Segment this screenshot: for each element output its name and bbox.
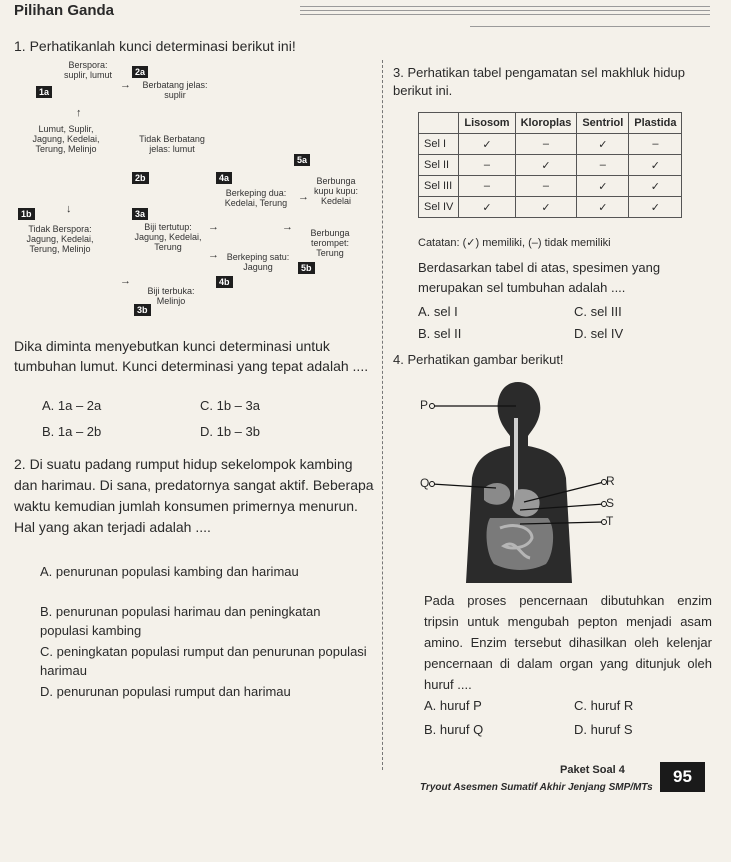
q2-option-b[interactable]: B. penurunan populasi harimau dan peningkatan populasi kambing — [40, 604, 321, 638]
table-row — [419, 197, 682, 218]
key-number: 5b — [298, 262, 315, 274]
key-number: 2a — [132, 66, 148, 78]
q4-option-c[interactable]: C. huruf R — [574, 698, 634, 713]
arrow-icon: → — [120, 275, 131, 287]
table-cell: – — [629, 134, 682, 155]
key-text: Lumut, Suplir, Jagung, Kedelai, Terung, Melinjo — [32, 124, 100, 154]
q3-option-a[interactable]: A. sel I — [418, 304, 458, 319]
section-title: Pilihan Ganda — [14, 2, 115, 19]
q2-stem: 2. Di suatu padang rumput hidup sekelompok kambing dan harimau. Di sana, predatornya sangat aktif. Beberapa waktu kemudian jumlah konsumen primernya menurun. Hal yang akan terjadi adalah .... — [14, 456, 374, 535]
table-cell: ✓ — [459, 197, 515, 218]
table-cell: ✓ — [629, 197, 682, 218]
label-t: T — [606, 514, 614, 528]
q4-option-a[interactable]: A. huruf P — [424, 698, 482, 713]
arrow-down-icon: ↓ — [66, 203, 72, 215]
footer-title: Tryout Asesmen Sumatif Akhir Jenjang SMP/MTs — [420, 782, 653, 793]
key-text: Tidak Berbatang jelas: lumut — [139, 134, 205, 154]
q3-option-b[interactable]: B. sel II — [418, 326, 462, 341]
table-header — [419, 113, 459, 134]
q1-option-d[interactable]: D. 1b – 3b — [200, 424, 260, 439]
header-rule — [470, 26, 710, 27]
table-cell: ✓ — [515, 197, 577, 218]
key-number: 3b — [134, 304, 151, 316]
table-cell: ✓ — [577, 134, 629, 155]
table-cell: ✓ — [629, 176, 682, 197]
key-text: Berkeping satu: Jagung — [226, 252, 290, 272]
column-divider — [382, 60, 383, 770]
table-cell: Sel IV — [419, 197, 459, 218]
q1-option-c[interactable]: C. 1b – 3a — [200, 398, 260, 413]
observation-table — [418, 112, 682, 218]
table-header: Sentriol — [577, 113, 629, 134]
q1-option-a[interactable]: A. 1a – 2a — [42, 398, 102, 413]
table-header: Lisosom — [459, 113, 515, 134]
table-cell: Sel II — [419, 155, 459, 176]
arrow-icon: → — [282, 221, 293, 233]
key-text: Berbatang jelas: suplir — [142, 80, 208, 100]
q2-option-a[interactable]: A. penurunan populasi kambing dan harimau — [40, 564, 299, 579]
label-p: P — [420, 398, 429, 412]
table-header-row — [419, 113, 682, 134]
arrow-icon: → — [298, 191, 309, 203]
key-number: 3a — [132, 208, 148, 220]
table-cell: ✓ — [515, 155, 577, 176]
page-number: 95 — [660, 762, 705, 792]
key-text: Berspora: suplir, lumut — [63, 60, 113, 80]
q1-prompt: 1. Perhatikanlah kunci determinasi berikut ini! — [14, 38, 296, 54]
table-cell: ✓ — [629, 155, 682, 176]
table-note: Catatan: (✓) memiliki, (–) tidak memiliki — [418, 237, 611, 249]
key-number: 5a — [294, 154, 310, 166]
key-number: 2b — [132, 172, 149, 184]
key-number: 1a — [36, 86, 52, 98]
key-text: Biji tertutup: Jagung, Kedelai, Terung — [134, 222, 202, 252]
paket-label: Paket Soal 4 — [560, 764, 625, 776]
q3-question: Berdasarkan tabel di atas, spesimen yang merupakan sel tumbuhan adalah .... — [418, 260, 661, 295]
q4-stem: 4. Perhatikan gambar berikut! — [393, 352, 564, 367]
table-cell: – — [459, 155, 515, 176]
table-cell: – — [577, 155, 629, 176]
table-row — [419, 176, 682, 197]
arrow-icon: → — [120, 79, 131, 91]
table-row — [419, 155, 682, 176]
label-s: S — [606, 496, 615, 510]
table-cell: ✓ — [459, 134, 515, 155]
digestive-system-illustration — [420, 378, 620, 583]
label-r: R — [606, 474, 615, 488]
q2-option-d[interactable]: D. penurunan populasi rumput dan harimau — [40, 684, 291, 699]
table-cell: – — [515, 134, 577, 155]
table-row — [419, 134, 682, 155]
q1-option-b[interactable]: B. 1a – 2b — [42, 424, 102, 439]
key-text: Berbunga terompet: Terung — [310, 228, 350, 258]
table-header: Kloroplas — [515, 113, 577, 134]
header-rule — [300, 10, 710, 11]
table-header: Plastida — [629, 113, 682, 134]
key-number: 4a — [216, 172, 232, 184]
key-text: Berkeping dua: Kedelai, Terung — [224, 188, 288, 208]
q3-option-c[interactable]: C. sel III — [574, 304, 622, 319]
arrow-icon: → — [208, 221, 219, 233]
q3-stem: 3. Perhatikan tabel pengamatan sel makhluk hidup berikut ini. — [393, 65, 685, 98]
key-text: Tidak Berspora: Jagung, Kedelai, Terung, Melinjo — [26, 224, 94, 254]
arrow-up-icon: ↑ — [76, 107, 82, 119]
table-cell: ✓ — [577, 197, 629, 218]
header-rule — [300, 6, 710, 7]
label-q: Q — [420, 476, 430, 490]
table-cell: Sel III — [419, 176, 459, 197]
q2-option-c[interactable]: C. peningkatan populasi rumput dan penurunan populasi harimau — [40, 644, 367, 678]
key-text: Biji terbuka: Melinjo — [147, 286, 195, 306]
q4-text: Pada proses pencernaan dibutuhkan enzim tripsin untuk mengubah pepton menjadi asam amino. Enzim tersebut dihasilkan oleh kelenjar pencernaan di dalam organ yang ditunjuk oleh huruf .... — [424, 593, 712, 692]
table-cell: – — [515, 176, 577, 197]
table-cell: – — [459, 176, 515, 197]
key-text: Berbunga kupu kupu: Kedelai — [313, 176, 359, 206]
q3-option-d[interactable]: D. sel IV — [574, 326, 624, 341]
table-cell: ✓ — [577, 176, 629, 197]
q4-option-d[interactable]: D. huruf S — [574, 722, 633, 737]
q4-option-b[interactable]: B. huruf Q — [424, 722, 484, 737]
arrow-icon: → — [208, 249, 219, 261]
header-rule — [300, 14, 710, 15]
key-number: 4b — [216, 276, 233, 288]
determination-key — [21, 58, 376, 328]
key-number: 1b — [18, 208, 35, 220]
table-cell: Sel I — [419, 134, 459, 155]
q1-stem: Dika diminta menyebutkan kunci determinasi untuk tumbuhan lumut. Kunci determinasi yang tepat adalah .... — [14, 338, 369, 374]
